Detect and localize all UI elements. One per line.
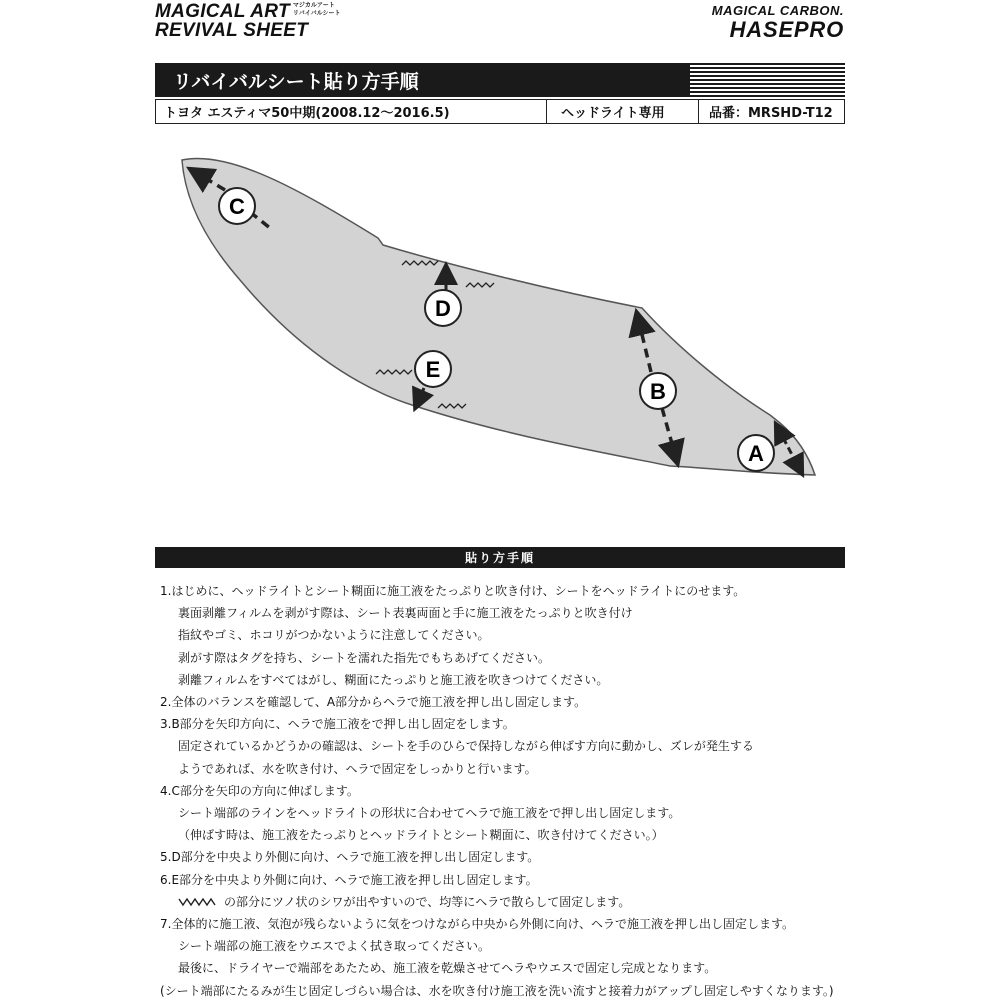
step-line: (シート端部にたるみが生じ固定しづらい場合は、水を吹き付け施工液を洗い流すと接着力がアップし固定しやすくなります。) <box>160 983 834 998</box>
step-line: 裏面剥離フィルムを剥がす際は、シート表裏両面と手に施工液をたっぷりと吹き付け <box>178 606 633 621</box>
step-line: 2.全体のバランスを確認して、A部分からヘラで施工液を押し出し固定します。 <box>160 695 587 710</box>
label-b <box>640 373 676 409</box>
step-line: 剥離フィルムをすべてはがし、糊面にたっぷりと施工液を吹きつけてください。 <box>178 672 609 687</box>
instruction-steps <box>160 580 850 1002</box>
step-line: 最後に、ドライヤーで端部をあたため、施工液を乾燥させてヘラやウエスで固定し完成となります。 <box>178 961 717 976</box>
maker-line2: HASEPRO <box>729 17 844 42</box>
step-line: （伸ばす時は、施工液をたっぷりとヘッドライトとシート糊面に、吹き付けてください。） <box>178 828 664 843</box>
label-a <box>738 435 774 471</box>
svg-text:A: A <box>748 441 764 466</box>
step-line: ようであれば、水を吹き付け、ヘラで固定をしっかりと行います。 <box>178 761 537 776</box>
label-d <box>425 290 461 326</box>
step-line: 指紋やゴミ、ホコリがつかないように注意してください。 <box>178 628 490 643</box>
section-title: 貼り方手順 <box>464 551 535 565</box>
svg-text:E: E <box>425 357 441 382</box>
step-line: シート端部のラインをヘッドライトの形状に合わせてヘラで施工液をで押し出し固定します。 <box>178 806 681 821</box>
step-line-text: の部分にツノ状のシワが出やすいので、均等にヘラで散らして固定します。 <box>224 894 631 909</box>
label-e <box>415 351 451 387</box>
step-line: シート端部の施工液をウエスでよく拭き取ってください。 <box>178 939 491 954</box>
step-line: 固定されているかどうかの確認は、シートを手のひらで保持しながら伸ばす方向に動かし、ズレが発生する <box>178 739 754 754</box>
step-line: 6.E部分を中央より外側に向け、ヘラで施工液を押し出し固定します。 <box>160 872 538 887</box>
title-bar <box>155 63 845 97</box>
wrinkle-symbol-icon <box>178 897 218 907</box>
label-c <box>219 188 255 224</box>
brand-title-line2: REVIVAL SHEET <box>155 20 309 41</box>
maker-logo <box>712 4 844 41</box>
headlight-diagram <box>150 140 850 500</box>
step-line: 3.B部分を矢印方向に、ヘラで施工液をで押し出し固定をします。 <box>160 717 515 732</box>
maker-line1: MAGICAL CARBON. <box>711 3 844 18</box>
brand-subtitle-jp: マジカルアート リバイバルシート <box>292 3 341 17</box>
svg-text:D: D <box>435 296 451 321</box>
headlight-outline <box>182 158 815 475</box>
step-line-with-wrinkle-symbol <box>160 891 850 913</box>
svg-text:C: C <box>229 194 245 219</box>
product-code: 品番：MRSHD-T12 <box>698 100 844 123</box>
svg-text:B: B <box>650 379 666 404</box>
page-title: リバイバルシート貼り方手順 <box>173 70 419 93</box>
title-stripes-decoration <box>690 63 845 97</box>
step-line: 7.全体的に施工液、気泡が残らないように気をつけながら中央から外側に向け、ヘラで施工液を押し出し固定します。 <box>160 917 795 932</box>
brand-logo-left <box>155 2 340 40</box>
part-type: ヘッドライト専用 <box>546 100 698 123</box>
step-line: 剥がす際はタグを持ち、シートを濡れた指先でもちあげてください。 <box>178 650 551 665</box>
step-line: 5.D部分を中央より外側に向け、ヘラで施工液を押し出し固定します。 <box>160 850 540 865</box>
step-line: 4.C部分を矢印の方向に伸ばします。 <box>160 783 359 798</box>
section-title-bar <box>155 547 845 568</box>
product-info-row <box>155 99 845 124</box>
brand-title-line1: MAGICAL ART <box>155 1 290 22</box>
vehicle-model: トヨタ エスティマ50中期(2008.12〜2016.5) <box>164 106 450 121</box>
step-line: 1.はじめに、ヘッドライトとシート糊面に施工液をたっぷりと吹き付け、シートをヘッドライトにのせます。 <box>160 584 746 598</box>
